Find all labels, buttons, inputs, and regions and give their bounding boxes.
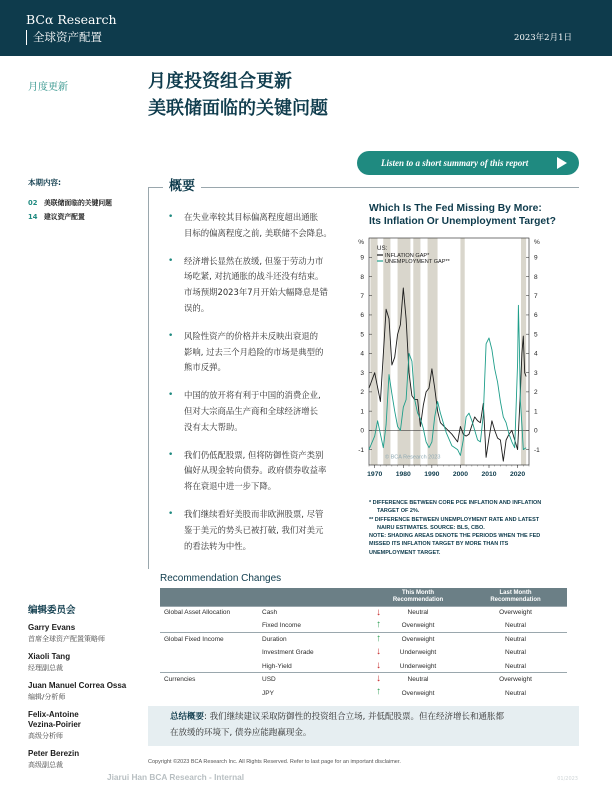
subclass-cell [262, 673, 372, 686]
summary-label: 总结概要 [170, 712, 205, 722]
legend-label: UNEMPLOYMENT GAP** [385, 259, 450, 265]
bullet-line: 目标的偏离程度之前, 美联储不会降息。 [184, 227, 332, 238]
arrow-down-icon: ↓ [376, 606, 381, 618]
y-tick-label-left: 9 [360, 254, 364, 262]
series-line-1 [369, 305, 526, 455]
chart-notes [369, 499, 579, 557]
table-row [160, 633, 567, 646]
shaded-period [413, 238, 420, 465]
y-tick-label-left: 0 [360, 427, 364, 435]
arrow-down-icon: ↓ [376, 673, 381, 685]
bullet-line: 将在衰退中进一步下降。 [184, 481, 277, 492]
bullet-dot-icon: • [168, 255, 174, 266]
this-month-cell-text: Underweight [399, 662, 437, 670]
y-tick-label-right: 2 [534, 389, 538, 397]
last-month-cell [464, 686, 567, 699]
chart-note-line: * DIFFERENCE BETWEEN CORE PCE INFLATION AND INFLATION [369, 500, 542, 506]
play-icon [557, 157, 567, 169]
chart-note-line: NOTE: SHADING AREAS DENOTE THE PERIODS WHEN THE FED [369, 533, 541, 540]
this-month-cell [372, 660, 464, 673]
editor-role: 首席全球资产配置策略师 [28, 635, 105, 643]
last-month-cell [464, 619, 567, 632]
bullet-line: 偏好从现金转向债券。政府债券收益率 [184, 465, 327, 476]
chart-note-line: UNEMPLOYMENT TARGET. [369, 549, 441, 556]
y-axis-unit-right: % [534, 239, 540, 246]
bullet-dot-icon: • [168, 330, 174, 341]
y-tick-label-right: 1 [534, 408, 538, 416]
bullet-dot-icon: • [168, 449, 174, 460]
bullet-line: 场吃紧, 对抗通胀的战斗还没有结束。 [184, 271, 324, 282]
section-tag: 月度更新 [28, 82, 68, 93]
y-tick-label-right: 3 [534, 369, 538, 377]
overview-bullet [166, 448, 352, 495]
this-month-cell-text: Neutral [407, 609, 429, 617]
last-month-cell-text: Neutral [505, 622, 526, 630]
bullet-line: 但对大宗商品生产商和全球经济增长 [184, 405, 318, 416]
subclass-cell [262, 646, 372, 659]
overview-label: 概要 [163, 175, 201, 194]
bullet-line: 误的。 [184, 302, 210, 313]
subclass-cell [262, 633, 372, 646]
arrow-down-icon: ↓ [376, 646, 381, 658]
subclass-cell-text: Investment Grade [262, 649, 314, 657]
subclass-cell-text: Cash [262, 609, 278, 617]
asset-class-cell-text: Global Fixed Income [164, 636, 224, 644]
asset-class-cell [160, 660, 262, 673]
subclass-cell [262, 606, 372, 619]
header-this-month-line: Recommendation [392, 596, 444, 603]
toc-item-page: 02 [28, 199, 38, 207]
bullet-line: 鉴于美元的势头已被打破, 我们对美元 [184, 524, 324, 535]
subclass-cell-text: USD [262, 676, 276, 684]
editor-role: 经理副总裁 [28, 664, 63, 672]
y-axis-unit-left: % [358, 239, 364, 246]
editor-role: 编辑/分析师 [28, 693, 66, 701]
this-month-cell-text: Overweight [401, 689, 435, 697]
table-row [160, 660, 567, 673]
recommendation-rows [160, 606, 567, 700]
this-month-cell [372, 619, 464, 632]
chart-source-watermark: © BCA Research 2023 [385, 454, 441, 461]
legend-label: INFLATION GAP* [385, 253, 430, 259]
listen-summary-button[interactable] [357, 151, 579, 175]
arrow-up-icon: ↑ [376, 633, 381, 645]
bullet-dot-icon: • [168, 390, 174, 401]
table-row [160, 606, 567, 619]
toc-item-page: 14 [28, 213, 38, 221]
y-tick-label-right: 8 [534, 273, 538, 281]
toc-item[interactable] [28, 197, 112, 207]
header-this-month-line: This Month [402, 589, 434, 596]
summary-line-2: 在放缓的环境下, 债券应能跑赢现金。 [170, 728, 312, 738]
recommendation-table [160, 588, 567, 700]
bullet-line: 熊市反弹。 [184, 362, 226, 373]
chart-note-line: TARGET OF 2%. [377, 508, 420, 515]
x-tick-label: 2000 [452, 471, 468, 478]
chart-note-line: ** DIFFERENCE BETWEEN UNEMPLOYMENT RATE AND LATEST [369, 516, 540, 523]
y-tick-label-left: 8 [360, 273, 364, 281]
bullet-dot-icon: • [168, 508, 174, 519]
subclass-cell [262, 686, 372, 699]
summary-line-1 [170, 709, 569, 725]
asset-class-cell [160, 606, 262, 619]
y-tick-label-left: 3 [360, 369, 364, 377]
y-tick-label-right: -1 [534, 446, 540, 454]
header-asset-class [160, 588, 262, 606]
chart-title-line: Its Inflation Or Unemployment Target? [369, 216, 556, 227]
editor-role: 高级分析师 [28, 732, 63, 740]
y-tick-label-right: 5 [534, 331, 538, 339]
bullet-line: 的看法转为中性。 [184, 540, 251, 551]
overview-bullets [166, 210, 352, 566]
shaded-period [428, 238, 438, 465]
asset-class-cell [160, 633, 262, 646]
this-month-cell [372, 606, 464, 619]
header-this-month [372, 588, 464, 606]
toc-item[interactable] [28, 211, 85, 221]
chart-title-line: Which Is The Fed Missing By More: [369, 203, 542, 214]
chart-title [369, 202, 556, 228]
y-tick-label-right: 6 [534, 312, 538, 320]
this-month-cell [372, 646, 464, 659]
subclass-cell [262, 660, 372, 673]
report-date: 2023年2月1日 [514, 33, 572, 43]
y-tick-label-left: 1 [360, 408, 364, 416]
editor-name: Vezina-Poirier [28, 720, 81, 729]
last-month-cell-text: Neutral [505, 649, 526, 657]
editor-role: 高级副总裁 [28, 761, 63, 769]
bullet-line: 经济增长显然在放缓, 但鉴于劳动力市 [184, 255, 324, 266]
header-bar [0, 0, 612, 56]
asset-class-cell [160, 673, 262, 686]
bca-logo: BCα Research [26, 12, 117, 27]
asset-class-cell [160, 686, 262, 699]
shaded-period [383, 238, 390, 465]
subclass-cell-text: Fixed Income [262, 622, 302, 630]
shaded-period [398, 238, 411, 465]
last-month-cell [464, 606, 567, 619]
this-month-cell-text: Underweight [399, 649, 437, 657]
subclass-cell [262, 619, 372, 632]
recommendation-title: Recommendation Changes [160, 573, 282, 584]
listen-summary-label: Listen to a short summary of this report [381, 158, 529, 168]
chart-note-line: MISSED ITS INFLATION TARGET BY MORE THAN ITS [369, 541, 509, 548]
last-month-cell-text: Overweight [499, 676, 532, 684]
y-tick-label-right: 7 [534, 293, 538, 301]
editor-name: Peter Berezin [28, 749, 80, 758]
bullet-line: 没有太大帮助。 [184, 421, 243, 432]
subclass-cell-text: Duration [262, 636, 287, 644]
bullet-line: 影响, 过去三个月趋险的市场是典型的 [184, 346, 324, 357]
y-tick-label-left: 5 [360, 331, 364, 339]
asset-class-cell-text: Global Asset Allocation [164, 609, 231, 617]
toc-title: 本期内容: [28, 178, 61, 187]
x-tick-label: 2020 [510, 471, 526, 478]
x-tick-label: 1990 [424, 471, 440, 478]
bullet-line: 我们继续看好美股而非欧洲股票, 尽管 [184, 508, 324, 519]
editor-name: Garry Evans [28, 623, 76, 632]
header-last-month-line: Recommendation [490, 596, 541, 603]
overview-bullet [166, 507, 352, 554]
page-title [148, 68, 328, 122]
last-month-cell [464, 673, 567, 686]
logo-subtitle: 全球资产配置 [26, 30, 102, 45]
editor-name: Juan Manuel Correa Ossa [28, 681, 127, 690]
overview-bullet [166, 388, 352, 435]
arrow-up-icon: ↑ [376, 619, 381, 631]
table-row [160, 619, 567, 632]
asset-class-cell [160, 646, 262, 659]
bullet-line: 市场预期2023年7月开始大幅降息是错 [184, 287, 328, 298]
overview-bullet [166, 254, 352, 317]
arrow-down-icon: ↓ [376, 659, 381, 671]
editors-title: 编辑委员会 [28, 605, 76, 616]
summary-box [148, 706, 579, 746]
bullet-line: 在失业率较其目标偏离程度超出通胀 [184, 212, 318, 222]
copyright-text: Copyright ©2023 BCA Research Inc. All Rights Reserved. Refer to last page for an important disclaimer. [148, 759, 401, 765]
last-month-cell-text: Neutral [505, 662, 526, 670]
editor-name: Xiaoli Tang [28, 652, 71, 661]
page-number: 01/2023 [557, 776, 578, 782]
asset-class-cell-text: Currencies [164, 676, 196, 684]
table-header-row [160, 588, 567, 606]
last-month-cell [464, 633, 567, 646]
table-row [160, 646, 567, 659]
this-month-cell [372, 686, 464, 699]
overview-bullet [166, 210, 352, 242]
last-month-cell-text: Neutral [505, 689, 526, 697]
last-month-cell-text: Overweight [499, 609, 532, 617]
toc-item-label: 建议资产配置 [44, 213, 85, 221]
this-month-cell-text: Neutral [407, 676, 429, 684]
arrow-up-icon: ↑ [376, 686, 381, 698]
header-subclass [262, 588, 372, 606]
chart-note-line: NAIRU ESTIMATES. SOURCE: BLS, CBO. [377, 524, 485, 531]
title-line-1: 月度投资组合更新 [148, 71, 292, 92]
y-tick-label-left: 6 [360, 312, 364, 320]
subclass-cell-text: JPY [262, 689, 274, 697]
bullet-line: 我们仍低配股票, 但将防御性资产类别 [184, 449, 324, 460]
shaded-period [370, 238, 377, 465]
last-month-cell-text: Neutral [505, 636, 526, 644]
y-tick-label-left: 7 [360, 293, 364, 301]
internal-watermark: Jiarui Han BCA Research - Internal [107, 772, 245, 782]
y-tick-label-left: -1 [358, 446, 364, 454]
y-tick-label-right: 0 [534, 427, 538, 435]
last-month-cell [464, 660, 567, 673]
editor-name: Felix-Antoine [28, 710, 79, 719]
header-last-month [464, 588, 567, 606]
summary-text: : 我们继续建议采取防御性的投资组合立场, 并低配股票。但在经济增长和通胀都 [204, 712, 504, 722]
header-last-month-line: Last Month [499, 589, 532, 596]
this-month-cell [372, 673, 464, 686]
y-tick-label-left: 2 [360, 389, 364, 397]
x-tick-label: 1970 [367, 471, 383, 478]
legend-title: US: [377, 245, 388, 252]
this-month-cell-text: Overweight [401, 636, 435, 644]
bullet-line: 中国的放开将有利于中国的消费企业, [184, 390, 321, 401]
asset-class-cell [160, 619, 262, 632]
table-row [160, 686, 567, 699]
subclass-cell-text: High-Yield [262, 662, 292, 670]
last-month-cell [464, 646, 567, 659]
toc-item-label: 美联储面临的关键问题 [44, 199, 112, 207]
y-tick-label-right: 9 [534, 254, 538, 262]
table-row [160, 673, 567, 686]
y-tick-label-left: 4 [360, 350, 364, 358]
y-tick-label-right: 4 [534, 350, 538, 358]
bullet-dot-icon: • [168, 212, 174, 222]
chart-svg [350, 228, 580, 500]
title-line-2: 美联储面临的关键问题 [148, 98, 328, 119]
this-month-cell [372, 633, 464, 646]
x-tick-label: 2010 [481, 471, 497, 478]
this-month-cell-text: Overweight [401, 622, 435, 630]
bullet-line: 风险性资产的价格并未反映出衰退的 [184, 330, 318, 341]
overview-bullet [166, 329, 352, 376]
x-tick-label: 1980 [395, 471, 411, 478]
